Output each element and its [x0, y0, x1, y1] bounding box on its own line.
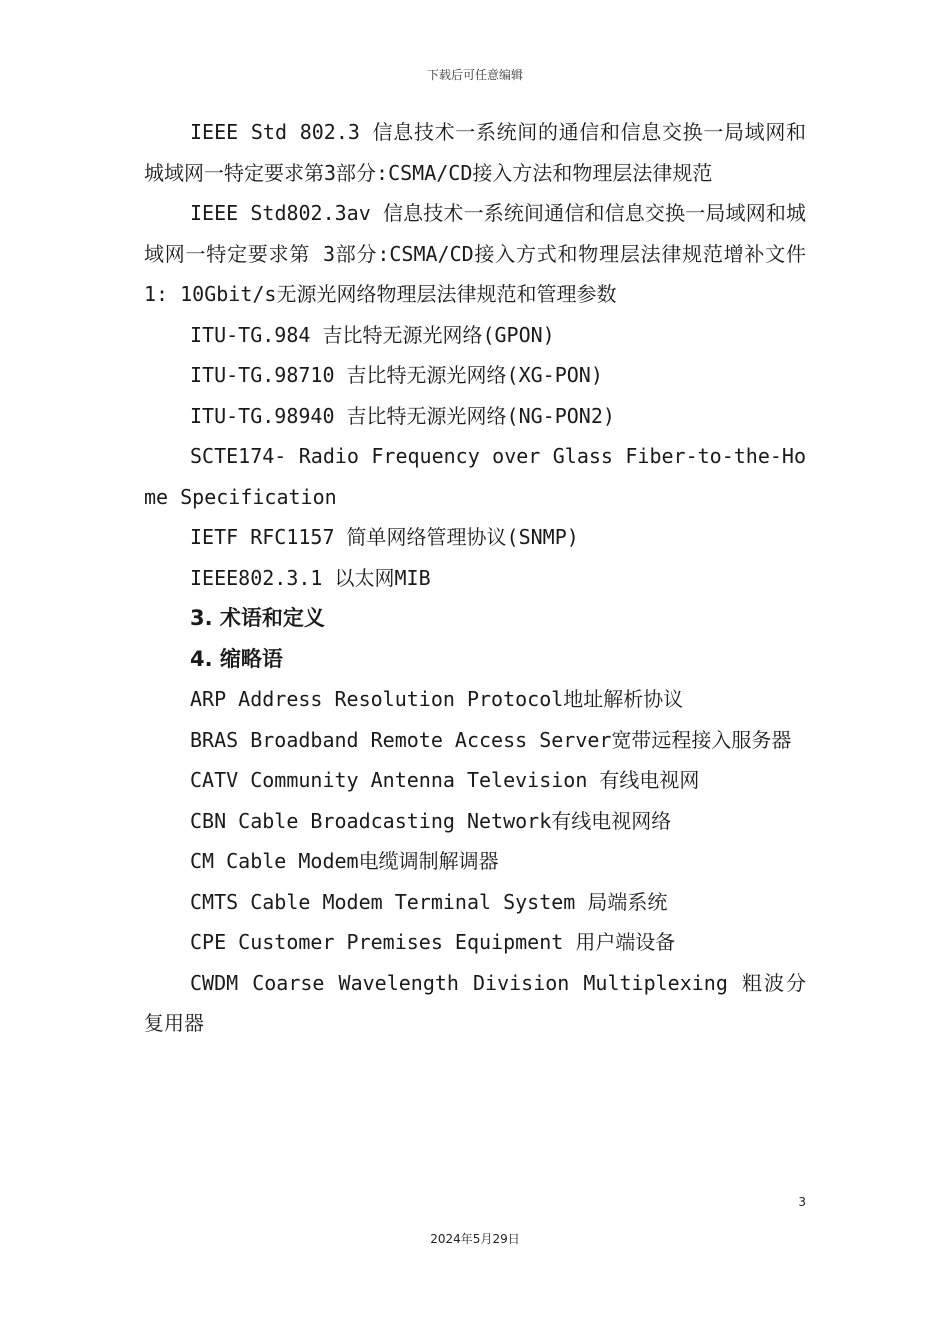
reference-itu-g98940: ITU-TG.98940 吉比特无源光网络(NG-PON2) [190, 403, 615, 428]
abbreviation-cmts: CMTS Cable Modem Terminal System 局端系统 [190, 889, 668, 914]
reference-itu-g98710: ITU-TG.98710 吉比特无源光网络(XG-PON) [190, 363, 603, 387]
reference-ieee-802-3: IEEE Std 802.3 信息技术一系统间的通信和信息交换一局域网和城域网一特定要求第3部分:CSMA/CD接入方法和物理层法律规范 [144, 120, 806, 185]
footer-date: 2024年5月29日 [430, 1232, 520, 1246]
abbreviation-cpe: CPE Customer Premises Equipment 用户端设备 [190, 930, 676, 954]
section-heading-terms: 3. 术语和定义 [190, 606, 325, 630]
reference-ieee-802-3av: IEEE Std802.3av 信息技术一系统间通信和信息交换一局域网和城域网一特定要求第 3部分:CSMA/CD接入方式和物理层法律规范增补文件1: 10Gbit/s无源光网络物理层法律规范和管理参数 [144, 201, 806, 306]
header-note: 下载后可任意编辑 [426, 68, 523, 82]
reference-ietf-rfc1157: IETF RFC1157 简单网络管理协议(SNMP) [190, 525, 579, 549]
reference-scte174: SCTE174- Radio Frequency over Glass Fiber-to-the-Home Specification [144, 444, 806, 509]
page-number: 3 [798, 1195, 806, 1209]
document-body [144, 112, 806, 1044]
reference-ieee-802-3-1: IEEE802.3.1 以太网MIB [190, 565, 431, 590]
abbreviation-cbn: CBN Cable Broadcasting Network有线电视网络 [190, 808, 672, 833]
abbreviation-cwdm: CWDM Coarse Wavelength Division Multiplexing 粗波分复用器 [144, 970, 806, 1035]
reference-itu-g984: ITU-TG.984 吉比特无源光网络(GPON) [190, 322, 555, 347]
section-heading-abbreviations: 4. 缩略语 [190, 646, 283, 671]
abbreviation-arp: ARP Address Resolution Protocol地址解析协议 [190, 687, 684, 711]
abbreviation-cm: CM Cable Modem电缆调制解调器 [190, 849, 499, 873]
abbreviation-bras: BRAS Broadband Remote Access Server宽带远程接入服务器 [190, 727, 792, 752]
abbreviation-catv: CATV Community Antenna Television 有线电视网 [190, 768, 700, 792]
